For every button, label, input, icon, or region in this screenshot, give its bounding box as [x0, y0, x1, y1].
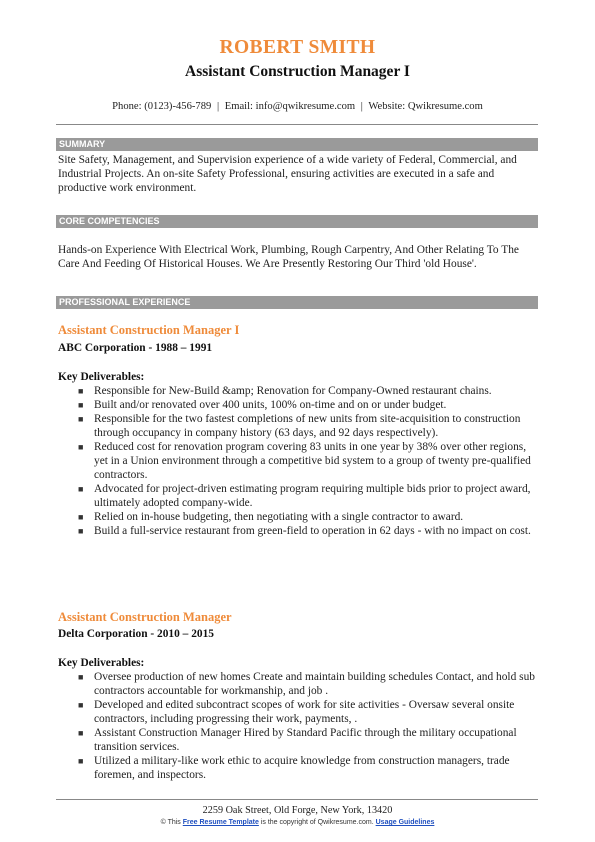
job-company: Delta Corporation - 2010 – 2015	[58, 628, 214, 640]
list-item	[58, 754, 538, 782]
bullet-text: Relied on in-house budgeting, then negotiating with a single contractor to award.	[94, 511, 464, 523]
bullet-text: Developed and edited subcontract scopes of work for site activities - Oversaw several onsite contractors, including progressing their work, payments, .	[94, 699, 515, 725]
contact-phone: Phone: (0123)-456-789	[112, 101, 212, 112]
bullet-text: Reduced cost for renovation program covering 83 units in one year by 38% over other regions, yet in a Union environment through a competitive bid system to a group of twenty pre-qualified contractors.	[94, 441, 531, 481]
bullet-icon: ■	[78, 756, 84, 766]
key-deliverables-label: Key Deliverables:	[58, 371, 145, 383]
bullet-icon: ■	[78, 728, 84, 738]
list-item	[58, 412, 538, 440]
footer-divider	[56, 799, 538, 800]
copyright-prefix: © This	[160, 819, 181, 826]
contact-separator: |	[360, 101, 363, 112]
contact-email: Email: info@qwikresume.com	[224, 101, 356, 112]
bullet-icon: ■	[78, 512, 84, 522]
bullet-icon: ■	[78, 484, 84, 494]
candidate-job-title: Assistant Construction Manager I	[185, 63, 410, 80]
bullet-text: Built and/or renovated over 400 units, 100% on-time and on or under budget.	[94, 399, 447, 411]
free-resume-template-link[interactable]: Free Resume Template	[182, 819, 259, 826]
bullet-icon: ■	[78, 442, 84, 452]
bullet-text: Utilized a military-like work ethic to acquire knowledge from construction managers, trade foremen, and inspectors.	[94, 755, 510, 781]
bullet-icon: ■	[78, 414, 84, 424]
bullet-text: Responsible for New-Build &amp; Renovation for Company-Owned restaurant chains.	[94, 385, 492, 397]
list-item	[58, 482, 538, 510]
list-item	[58, 510, 538, 524]
job-1-bullet-list	[58, 384, 538, 538]
job-company: ABC Corporation - 1988 – 1991	[58, 342, 213, 354]
contact-website: Website: Qwikresume.com	[368, 101, 483, 112]
list-item	[58, 670, 538, 698]
bullet-text: Assistant Construction Manager Hired by Standard Pacific through the military occupational transition services.	[94, 727, 517, 753]
list-item	[58, 698, 538, 726]
list-item	[58, 398, 538, 412]
bullet-text: Responsible for the two fastest completions of new units from site-acquisition to construction through occupancy in company history (63 days, and 92 days respectively).	[94, 413, 521, 439]
competencies-text: Hands-on Experience With Electrical Work, Plumbing, Rough Carpentry, And Other Relating To The Care And Feeding Of Historical Houses. We Are Presently Restoring Our Third 'old House'.	[58, 244, 519, 270]
footer-copyright	[0, 818, 595, 827]
list-item	[58, 726, 538, 754]
bullet-text: Oversee production of new homes Create and maintain building schedules Contact, and hold sub contractors accountable for workmanship, and job .	[94, 671, 535, 697]
bullet-text: Build a full-service restaurant from green-field to operation in 62 days - with no impact on cost.	[94, 525, 531, 537]
key-deliverables-label: Key Deliverables:	[58, 657, 145, 669]
candidate-name: ROBERT SMITH	[219, 37, 376, 58]
usage-guidelines-link[interactable]: Usage Guidelines	[375, 819, 435, 826]
bullet-icon: ■	[78, 672, 84, 682]
section-header-summary: SUMMARY	[56, 138, 538, 151]
section-header-competencies: CORE COMPETENCIES	[56, 215, 538, 228]
job-title: Assistant Construction Manager I	[58, 323, 240, 337]
contact-line	[0, 100, 595, 113]
section-header-experience: PROFESSIONAL EXPERIENCE	[56, 296, 538, 309]
bullet-icon: ■	[78, 386, 84, 396]
list-item	[58, 440, 538, 482]
summary-text: Site Safety, Management, and Supervision experience of a wide variety of Federal, Commercial, and Industrial Projects. An on-site Safety Professional, ensuring activities are executed in a safe and productive work environment.	[58, 154, 517, 194]
footer-address: 2259 Oak Street, Old Forge, New York, 13420	[202, 805, 393, 816]
list-item	[58, 524, 538, 538]
bullet-icon: ■	[78, 526, 84, 536]
copyright-text: is the copyright of Qwikresume.com.	[260, 819, 374, 826]
job-title: Assistant Construction Manager	[58, 610, 232, 624]
bullet-icon: ■	[78, 400, 84, 410]
job-2-bullet-list	[58, 670, 538, 782]
list-item	[58, 384, 538, 398]
header-divider	[56, 124, 538, 125]
contact-separator: |	[216, 101, 220, 112]
bullet-text: Advocated for project-driven estimating program requiring multiple bids prior to project award, ultimately adopted company-wide.	[94, 483, 531, 509]
bullet-icon: ■	[78, 700, 84, 710]
